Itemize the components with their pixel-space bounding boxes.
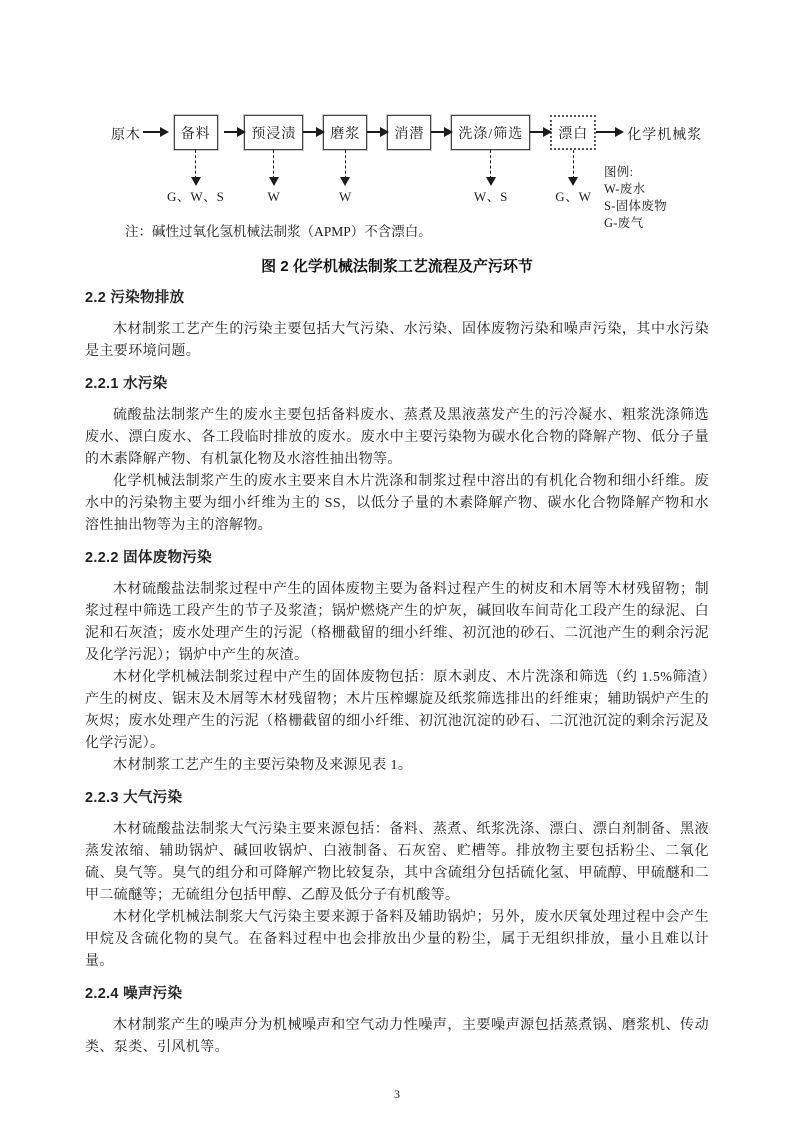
- paragraph: 木材制浆产生的噪声分为机械噪声和空气动力性噪声，主要噪声源包括蒸煮锅、磨浆机、传动类、泵类、引风机等。: [85, 1018, 709, 1055]
- legend-item-solid-waste: S-固体废物: [604, 199, 667, 213]
- flow-arrow-icon: [431, 131, 451, 133]
- flowchart-legend: [604, 164, 667, 232]
- emission-arrow-icon: [490, 150, 491, 184]
- flow-arrow-icon: [224, 131, 244, 133]
- flow-stage-beiliao: [167, 115, 224, 206]
- section-heading: 2.2.2 固体废物污染: [85, 550, 212, 566]
- section-heading: 2.2.4 噪声污染: [85, 986, 183, 1002]
- figure-note: 注：碱性过氧化氢机械法制浆（APMP）不含漂白。: [125, 224, 432, 239]
- emission-label: G、W、S: [167, 189, 225, 204]
- flow-box-dotted: 漂白: [550, 115, 596, 150]
- paragraph: 木材硫酸盐法制浆大气污染主要来源包括：备料、蒸煮、纸浆洗涤、漂白、漂白剂制备、黑液蒸发浓缩、辅助锅炉、碱回收锅炉、白液制备、石灰窑、贮槽等。排放物主要包括粉尘、二氧化硫、臭气等。臭气的组分和可降解产物比较复杂，其中含硫组分包括硫化氢、甲硫醇、甲硫醚和二甲二硫醚等；无硫组分包括甲醇、乙醇及低分子有机酸等。: [85, 822, 709, 903]
- legend-item-waste-gas: G-废气: [604, 216, 644, 230]
- paragraph: 化学机械法制浆产生的废水主要来自木片洗涤和制浆过程中溶出的有机化合物和细小纤维。废水中的污染物主要为细小纤维为主的 SS，以低分子量的木素降解产物、碳水化合物降解产物和水溶性抽出物等为主的溶解物。: [85, 474, 709, 533]
- section-heading: 2.2.3 大气污染: [85, 790, 183, 806]
- section-2-2-2: [85, 549, 709, 777]
- page-number: 3: [394, 1087, 400, 1101]
- flow-arrow-icon: [596, 131, 622, 133]
- emission-arrow-icon: [573, 150, 574, 184]
- paragraph: 木材制浆工艺产生的污染主要包括大气污染、水污染、固体废物污染和噪声污染，其中水污染是主要环境问题。: [85, 322, 709, 359]
- flow-stage-piaobai: [550, 115, 596, 206]
- section-2-2: [85, 289, 709, 363]
- flow-box: 备料: [174, 115, 218, 150]
- section-2-2-3: [85, 789, 709, 973]
- flow-stage-mojiang: [323, 115, 367, 206]
- section-heading: 2.2 污染物排放: [85, 290, 185, 306]
- flow-output-label: 化学机械浆: [627, 128, 703, 143]
- flow-box: 磨浆: [323, 115, 367, 150]
- flow-stage-xidi-shaixuan: [451, 115, 530, 206]
- flow-arrow-icon: [530, 131, 550, 133]
- emission-arrow-icon: [195, 150, 196, 184]
- emission-label: W、S: [473, 189, 508, 204]
- flow-box: 洗涤/筛选: [451, 115, 530, 150]
- paragraph: 木材化学机械法制浆大气污染主要来源于备料及辅助锅炉；另外，废水厌氧处理过程中会产生甲烷及含硫化物的臭气。在备料过程中也会排放出少量的粉尘，属于无组织排放，量小且难以计量。: [85, 910, 709, 969]
- figure-caption: 图 2 化学机械法制浆工艺流程及产污环节: [261, 258, 533, 275]
- flow-stage-xiaoqian: [387, 115, 431, 150]
- section-2-2-1: [85, 375, 709, 537]
- legend-title: 图例:: [604, 165, 634, 179]
- flow-box: 预浸渍: [244, 115, 303, 150]
- paragraph: 木材硫酸盐法制浆过程中产生的固体废物主要为备料过程产生的树皮和木屑等木材残留物；制浆过程中筛选工段产生的节子及浆渣；锅炉燃烧产生的炉灰，碱回收车间苛化工段产生的绿泥、白泥和石灰渣；废水处理产生的污泥（格栅截留的细小纤维、初沉池的砂石、二沉池产生的剩余污泥及化学污泥）；锅炉中产生的灰渣。: [85, 582, 709, 663]
- flow-arrow-icon: [143, 131, 167, 133]
- document-body: [85, 289, 709, 1059]
- flow-arrow-icon: [367, 131, 387, 133]
- flow-box: 消潜: [387, 115, 431, 150]
- process-flowchart: [85, 108, 709, 277]
- emission-label: W: [339, 189, 352, 204]
- flow-input-label: 原木: [111, 128, 141, 143]
- flow-arrow-icon: [303, 131, 323, 133]
- flow-stage-yujinzi: [244, 115, 303, 206]
- emission-label: W: [267, 189, 281, 204]
- paragraph: 木材化学机械法制浆过程中产生的固体废物包括：原木剥皮、木片洗涤和筛选（约 1.5%筛渣）产生的树皮、锯末及木屑等木材残留物；木片压榨螺旋及纸浆筛选排出的纤维束；辅助锅炉产生的灰烬；废水处理产生的污泥（格栅截留的细小纤维、初沉池沉淀的砂石、二沉池沉淀的剩余污泥及化学污泥）。: [85, 670, 709, 751]
- emission-label: G、W: [555, 189, 592, 204]
- paragraph: 硫酸盐法制浆产生的废水主要包括备料废水、蒸煮及黑液蒸发产生的污冷凝水、粗浆洗涤筛选废水、漂白废水、各工段临时排放的废水。废水中主要污染物为碳水化合物的降解产物、低分子量的木素降解产物、有机氯化物及水溶性抽出物等。: [85, 408, 709, 467]
- section-heading: 2.2.1 水污染: [85, 376, 168, 392]
- paragraph: 木材制浆工艺产生的主要污染物及来源见表 1。: [113, 758, 413, 773]
- emission-arrow-icon: [345, 150, 346, 184]
- legend-item-wastewater: W-废水: [604, 182, 646, 196]
- section-2-2-4: [85, 985, 709, 1059]
- emission-arrow-icon: [273, 150, 274, 184]
